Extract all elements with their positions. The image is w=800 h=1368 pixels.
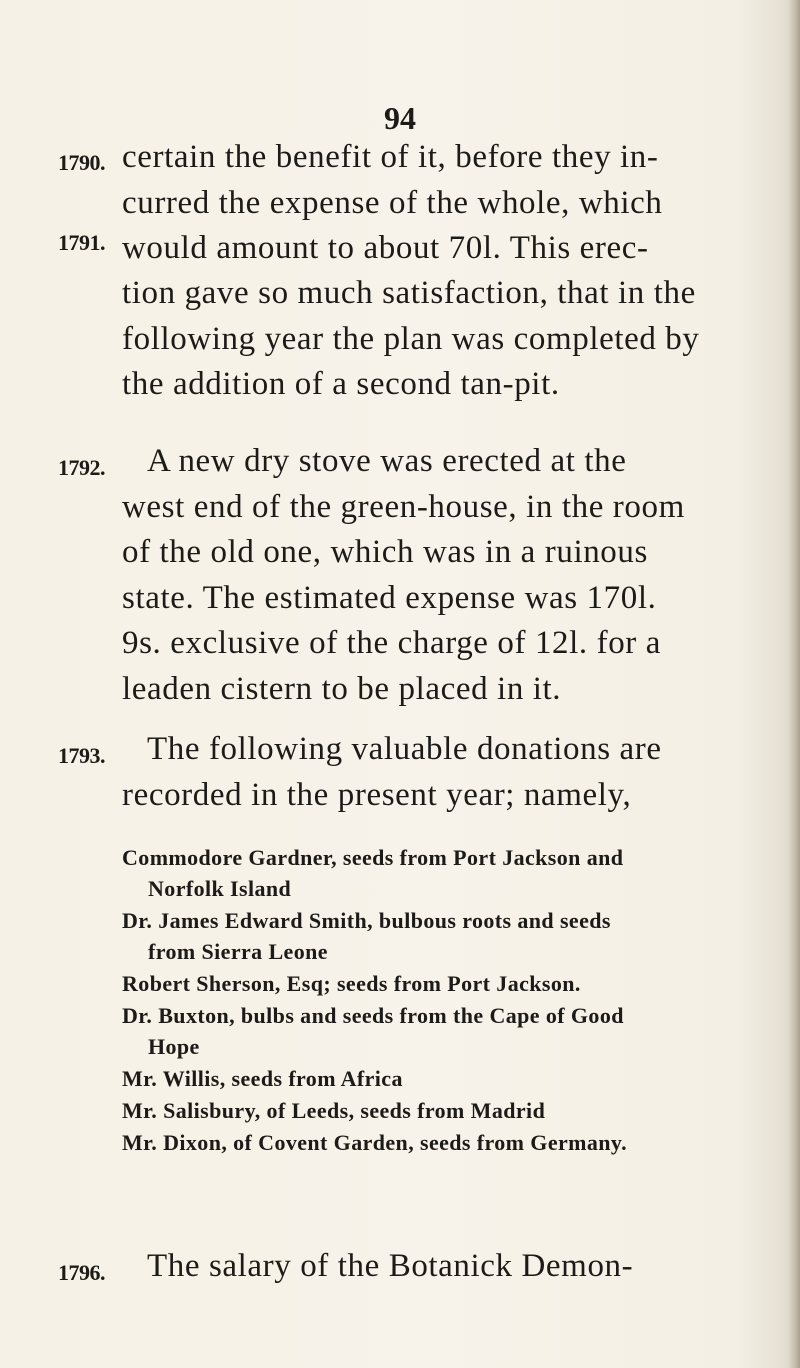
text-line: west end of the green-house, in the room <box>122 489 685 525</box>
page-edge-shadow <box>788 0 800 1368</box>
donation-line: Mr. Dixon, of Covent Garden, seeds from Germany. <box>122 1130 627 1155</box>
text-line: A new dry stove was erected at the <box>147 443 627 479</box>
text-line: would amount to about 70l. This erec- <box>122 230 649 266</box>
text-line: leaden cistern to be placed in it. <box>122 671 562 707</box>
year-label-1790: 1790. <box>58 150 105 175</box>
text-line: The following valuable donations are <box>147 731 662 767</box>
text-line: the addition of a second tan-pit. <box>122 366 560 402</box>
donation-line: Dr. James Edward Smith, bulbous roots and seeds <box>122 908 611 933</box>
donation-line: Mr. Salisbury, of Leeds, seeds from Madrid <box>122 1098 546 1123</box>
donation-line: Robert Sherson, Esq; seeds from Port Jackson. <box>122 971 581 996</box>
page-number: 94 <box>384 100 416 136</box>
text-line: recorded in the present year; namely, <box>122 777 632 813</box>
text-line: tion gave so much satisfaction, that in the <box>122 275 696 311</box>
year-label-1791: 1791. <box>58 230 105 255</box>
year-label-1792: 1792. <box>58 455 105 480</box>
text-line: curred the expense of the whole, which <box>122 185 663 221</box>
text-line: of the old one, which was in a ruinous <box>122 534 648 570</box>
text-line: state. The estimated expense was 170l. <box>122 580 657 616</box>
text-line: certain the benefit of it, before they in- <box>122 139 659 175</box>
text-line: 9s. exclusive of the charge of 12l. for a <box>122 625 661 661</box>
year-label-1793: 1793. <box>58 743 105 768</box>
donation-line: Dr. Buxton, bulbs and seeds from the Cape of Good <box>122 1003 624 1028</box>
year-label-1796: 1796. <box>58 1260 105 1285</box>
donation-line: Hope <box>148 1034 200 1059</box>
text-line: The salary of the Botanick Demon- <box>147 1248 634 1284</box>
text-line: following year the plan was completed by <box>122 321 700 357</box>
donation-line: Mr. Willis, seeds from Africa <box>122 1066 403 1091</box>
donation-line: from Sierra Leone <box>148 939 328 964</box>
donation-line: Commodore Gardner, seeds from Port Jackson and <box>122 845 624 870</box>
donation-line: Norfolk Island <box>148 876 292 901</box>
